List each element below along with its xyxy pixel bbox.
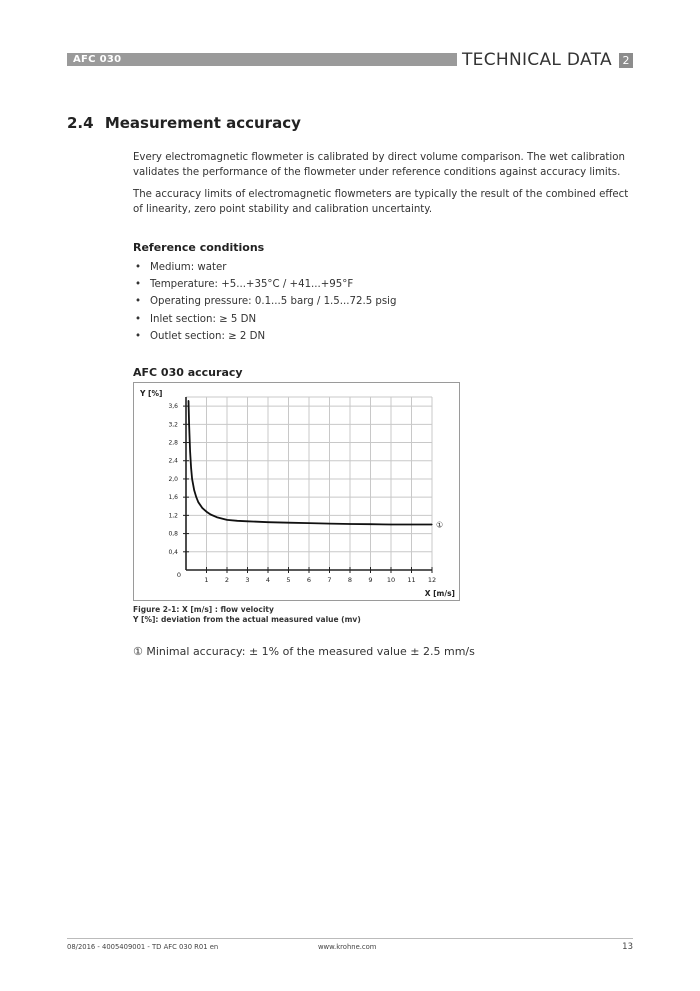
x-tick-label: 4: [265, 576, 271, 584]
bullet-icon: •: [135, 296, 142, 308]
x-tick-label: 5: [286, 576, 291, 584]
x-tick-label: 10: [386, 576, 396, 584]
bullet-icon: •: [135, 313, 142, 325]
y-tick-label: 1,2: [168, 512, 178, 520]
data-point: [308, 523, 309, 524]
section-title-text: Measurement accuracy: [104, 114, 301, 132]
list-item: [133, 311, 396, 328]
y-tick-label: 1,6: [168, 494, 178, 502]
chapter-badge: 2: [619, 53, 633, 68]
data-point: [194, 490, 195, 491]
reference-conditions-list: [133, 259, 396, 345]
list-item: [133, 276, 396, 293]
data-point: [267, 522, 268, 523]
data-point: [411, 524, 412, 525]
list-item: [133, 293, 396, 310]
y-tick-label: 2,8: [168, 439, 178, 447]
x-tick-label: 12: [427, 576, 437, 584]
reference-conditions-heading: Reference conditions: [133, 241, 265, 254]
list-item-text: Outlet section: ≥ 2 DN: [150, 330, 266, 342]
x-tick-label: 11: [407, 576, 416, 584]
accuracy-note: ① Minimal accuracy: ± 1% of the measured value ± 2.5 mm/s: [133, 645, 475, 658]
caption-line-2: Y [%]: deviation from the actual measured value (mv): [133, 615, 361, 624]
y-tick-label: 3,2: [168, 421, 178, 429]
data-point: [192, 478, 193, 479]
curve-annotation: ①: [436, 520, 444, 530]
list-item-text: Temperature: +5...+35°C / +41...+95°F: [150, 279, 354, 291]
header-bar: [67, 53, 457, 66]
list-item-text: Medium: water: [150, 262, 227, 273]
data-point: [210, 514, 211, 515]
list-item-text: Inlet section: ≥ 5 DN: [150, 313, 257, 325]
data-point: [198, 502, 199, 503]
x-axis-label: X [m/s]: [424, 589, 455, 598]
origin-label: 0: [176, 571, 181, 579]
section-number: 2.4: [67, 114, 94, 132]
footer-document-id: 08/2016 - 4005409001 - TD AFC 030 R01 en: [67, 943, 219, 951]
bullet-icon: •: [135, 262, 142, 273]
data-point: [188, 424, 189, 425]
page-number: 13: [622, 942, 633, 952]
intro-paragraph-2: The accuracy limits of electromagnetic flowmeters are typically the result of the combined effect of linearity, zero point stability and calibration uncertainty.: [133, 189, 629, 215]
data-point: [202, 507, 203, 508]
data-point: [370, 524, 371, 525]
list-item-text: Operating pressure: 0.1...5 barg / 1.5...72.5 psig: [150, 296, 397, 308]
data-point: [237, 520, 238, 521]
caption-line-1: Figure 2-1: X [m/s] : flow velocity: [133, 605, 274, 614]
chart-heading: AFC 030 accuracy: [133, 366, 243, 379]
data-point: [226, 519, 227, 520]
data-point: [191, 467, 192, 468]
y-tick-label: 0,8: [168, 530, 178, 538]
footer-divider: [67, 938, 633, 939]
y-tick-label: 0,4: [168, 548, 178, 556]
bullet-icon: •: [135, 279, 142, 291]
accuracy-curve: [189, 401, 433, 525]
header-product-name: AFC 030: [73, 54, 122, 65]
data-point: [247, 521, 248, 522]
data-point: [431, 524, 432, 525]
bullet-icon: •: [135, 330, 142, 342]
data-point: [206, 511, 207, 512]
data-point: [329, 523, 330, 524]
data-point: [349, 523, 350, 524]
x-tick-label: 6: [306, 576, 312, 584]
section-title: [67, 114, 301, 132]
intro-paragraph-1: Every electromagnetic flowmeter is calibrated by direct volume comparison. The wet calibration validates the performance of the flowmeter under reference conditions against accuracy limits.: [133, 152, 625, 178]
x-tick-label: 9: [368, 576, 373, 584]
footer-website: www.krohne.com: [318, 943, 377, 951]
accuracy-chart: [133, 382, 460, 601]
y-tick-label: 2,4: [168, 457, 178, 465]
x-tick-label: 1: [204, 576, 209, 584]
x-tick-label: 8: [347, 576, 353, 584]
data-point: [216, 517, 217, 518]
data-point: [190, 451, 191, 452]
y-tick-label: 3,6: [168, 403, 178, 411]
list-item: [133, 328, 396, 345]
y-axis-label: Y [%]: [140, 389, 163, 398]
data-point: [188, 400, 189, 401]
header-title: TECHNICAL DATA: [462, 50, 612, 70]
data-point: [390, 524, 391, 525]
data-point: [196, 497, 197, 498]
list-item: [133, 259, 396, 276]
y-tick-label: 2,0: [168, 475, 178, 483]
x-tick-label: 3: [245, 576, 250, 584]
x-tick-label: 2: [224, 576, 230, 584]
x-tick-label: 7: [327, 576, 332, 584]
data-point: [288, 522, 289, 523]
figure-caption: [133, 605, 361, 625]
